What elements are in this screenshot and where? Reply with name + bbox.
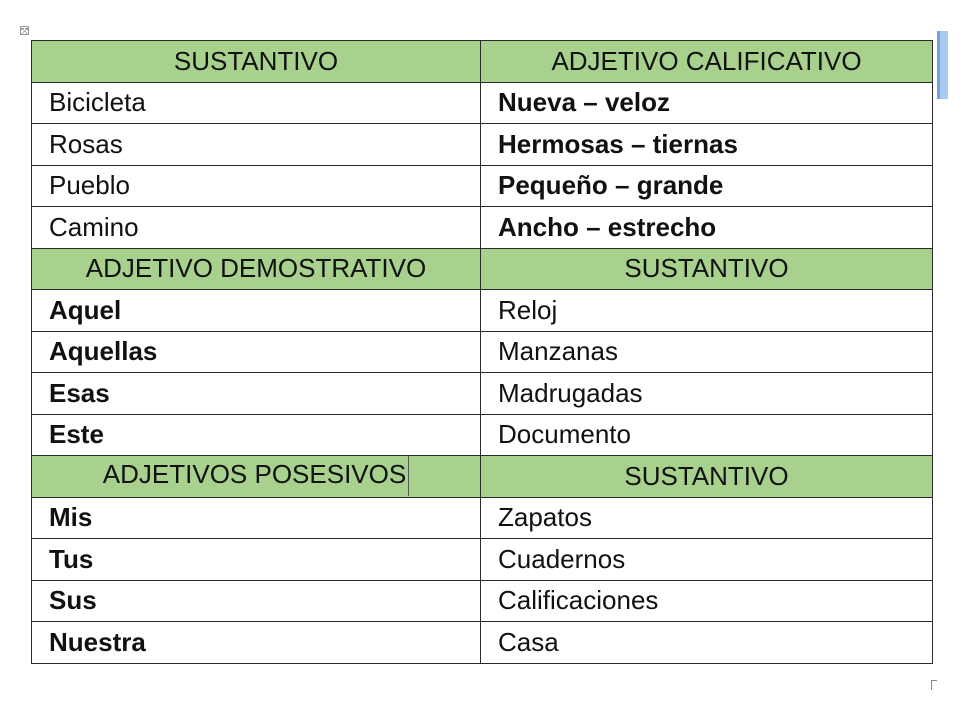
table-cell[interactable]: Pueblo: [32, 165, 481, 207]
table-row: [32, 290, 933, 332]
table-header-row: [32, 248, 933, 290]
table-cell[interactable]: Bicicleta: [32, 82, 481, 124]
table-cell[interactable]: Ancho – estrecho: [481, 207, 933, 249]
table-cell[interactable]: Madrugadas: [481, 373, 933, 415]
header-cell-text: ADJETIVOS POSESIVOS: [102, 459, 407, 490]
header-cell[interactable]: SUSTANTIVO: [481, 248, 933, 290]
table-cell[interactable]: Calificaciones: [481, 580, 933, 622]
header-cell[interactable]: ADJETIVO CALIFICATIVO: [481, 41, 933, 83]
header-cell[interactable]: SUSTANTIVO: [32, 41, 481, 83]
table-cell[interactable]: Nueva – veloz: [481, 82, 933, 124]
table-cell[interactable]: Sus: [32, 580, 481, 622]
header-cell[interactable]: SUSTANTIVO: [481, 456, 933, 498]
table-cell[interactable]: Nuestra: [32, 622, 481, 664]
table-cell[interactable]: Manzanas: [481, 331, 933, 373]
table-move-handle-icon[interactable]: ⤧: [21, 26, 29, 36]
table-resize-handle[interactable]: [931, 680, 937, 690]
table-row: [32, 539, 933, 581]
table-cell[interactable]: Pequeño – grande: [481, 165, 933, 207]
table-row: [32, 622, 933, 664]
table-cell[interactable]: Tus: [32, 539, 481, 581]
table-cell[interactable]: Zapatos: [481, 497, 933, 539]
adjectives-table: [31, 40, 933, 664]
table-row: [32, 207, 933, 249]
table-row: [32, 414, 933, 456]
table-row: [32, 165, 933, 207]
text-cursor: [408, 456, 409, 496]
table-row: [32, 580, 933, 622]
table-row: [32, 124, 933, 166]
table-cell[interactable]: Aquel: [32, 290, 481, 332]
table-cell[interactable]: Camino: [32, 207, 481, 249]
table-cell[interactable]: Este: [32, 414, 481, 456]
table-header-row: [32, 41, 933, 83]
table-cell[interactable]: Mis: [32, 497, 481, 539]
table-cell[interactable]: Rosas: [32, 124, 481, 166]
header-cell[interactable]: [32, 456, 481, 498]
table-row: [32, 331, 933, 373]
selection-indicator: [937, 31, 948, 99]
table-row: [32, 373, 933, 415]
table-cell[interactable]: Esas: [32, 373, 481, 415]
table-cell[interactable]: Cuadernos: [481, 539, 933, 581]
table-cell[interactable]: Casa: [481, 622, 933, 664]
table-cell[interactable]: Documento: [481, 414, 933, 456]
table-cell[interactable]: Reloj: [481, 290, 933, 332]
table-header-row: [32, 456, 933, 498]
table-cell[interactable]: Hermosas – tiernas: [481, 124, 933, 166]
table-row: [32, 82, 933, 124]
header-cell[interactable]: ADJETIVO DEMOSTRATIVO: [32, 248, 481, 290]
table-row: [32, 497, 933, 539]
table-cell[interactable]: Aquellas: [32, 331, 481, 373]
